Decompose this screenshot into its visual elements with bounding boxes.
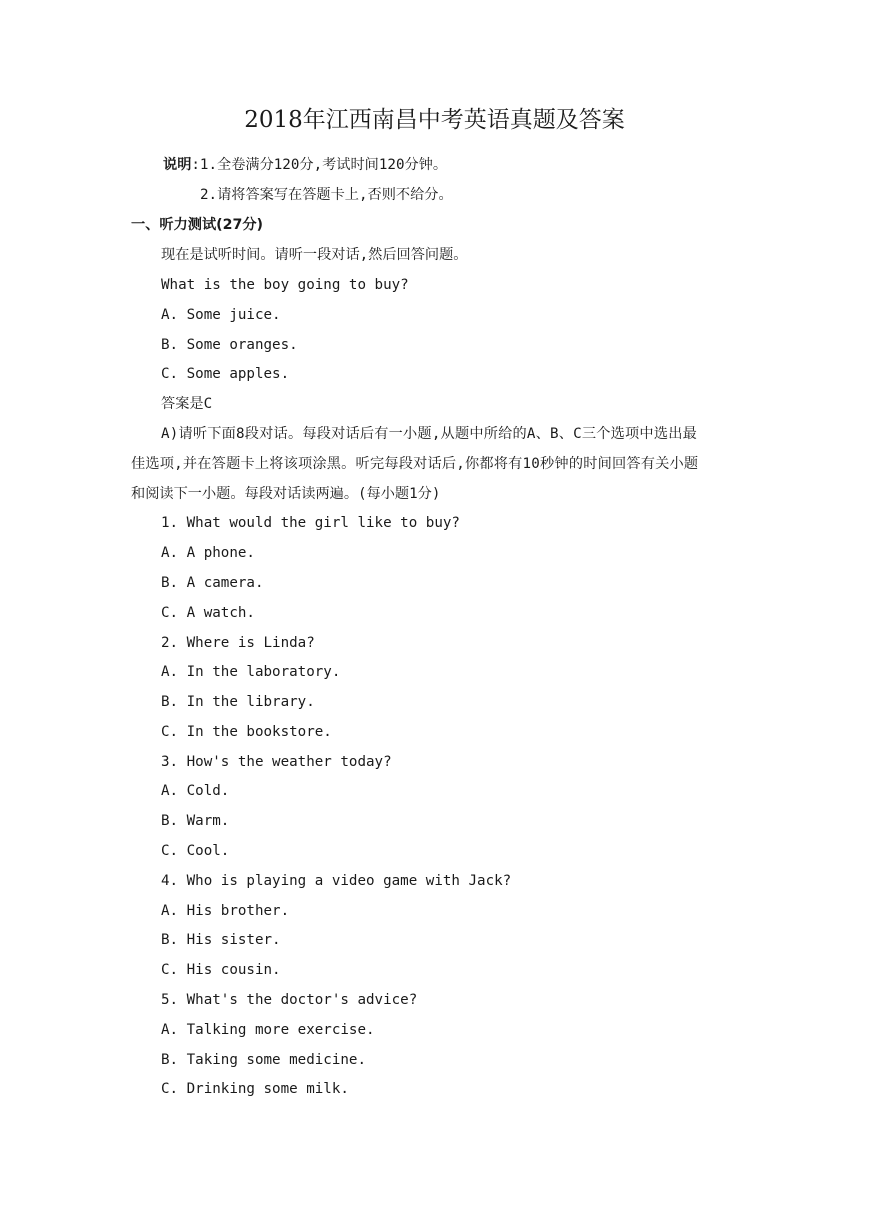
- question-5-option-a: A. Talking more exercise.: [161, 1022, 375, 1038]
- trial-intro: 现在是试听时间。请听一段对话,然后回答问题。: [161, 247, 468, 263]
- note-line-1: [163, 155, 447, 175]
- question-4-option-b: B. His sister.: [161, 932, 281, 948]
- part-a-instructions-line-2: 佳选项,并在答题卡上将该项涂黑。听完每段对话后,你都将有10秒钟的时间回答有关小题: [131, 456, 699, 472]
- question-1: 1. What would the girl like to buy?: [161, 515, 460, 531]
- question-5-option-c: C. Drinking some milk.: [161, 1081, 349, 1097]
- trial-question: What is the boy going to buy?: [161, 277, 409, 293]
- question-2: 2. Where is Linda?: [161, 635, 315, 651]
- question-5-option-b: B. Taking some medicine.: [161, 1052, 366, 1068]
- question-3-option-b: B. Warm.: [161, 813, 230, 829]
- question-2-option-a: A. In the laboratory.: [161, 664, 341, 680]
- question-2-option-b: B. In the library.: [161, 694, 315, 710]
- question-3-option-a: A. Cold.: [161, 783, 230, 799]
- part-a-instructions-line-1: A)请听下面8段对话。每段对话后有一小题,从题中所给的A、B、C三个选项中选出最: [161, 426, 697, 442]
- question-5: 5. What's the doctor's advice?: [161, 992, 418, 1008]
- note-label: 说明: [163, 157, 192, 173]
- section-heading-listening: 一、听力测试(27分): [131, 217, 264, 233]
- question-1-option-b: B. A camera.: [161, 575, 264, 591]
- question-3: 3. How's the weather today?: [161, 754, 392, 770]
- question-4: 4. Who is playing a video game with Jack?: [161, 873, 512, 889]
- question-2-option-c: C. In the bookstore.: [161, 724, 332, 740]
- note-text-1: :1.全卷满分120分,考试时间120分钟。: [191, 157, 448, 173]
- page-title: 2018年江西南昌中考英语真题及答案: [244, 107, 625, 133]
- question-4-option-a: A. His brother.: [161, 903, 290, 919]
- question-4-option-c: C. His cousin.: [161, 962, 281, 978]
- question-3-option-c: C. Cool.: [161, 843, 230, 859]
- note-line-2: 2.请将答案写在答题卡上,否则不给分。: [200, 187, 453, 203]
- trial-answer: 答案是C: [161, 396, 213, 412]
- trial-option-c: C. Some apples.: [161, 366, 290, 382]
- trial-option-b: B. Some oranges.: [161, 337, 298, 353]
- part-a-instructions-line-3: 和阅读下一小题。每段对话读两遍。(每小题1分): [131, 486, 441, 502]
- trial-option-a: A. Some juice.: [161, 307, 281, 323]
- question-1-option-c: C. A watch.: [161, 605, 255, 621]
- question-1-option-a: A. A phone.: [161, 545, 255, 561]
